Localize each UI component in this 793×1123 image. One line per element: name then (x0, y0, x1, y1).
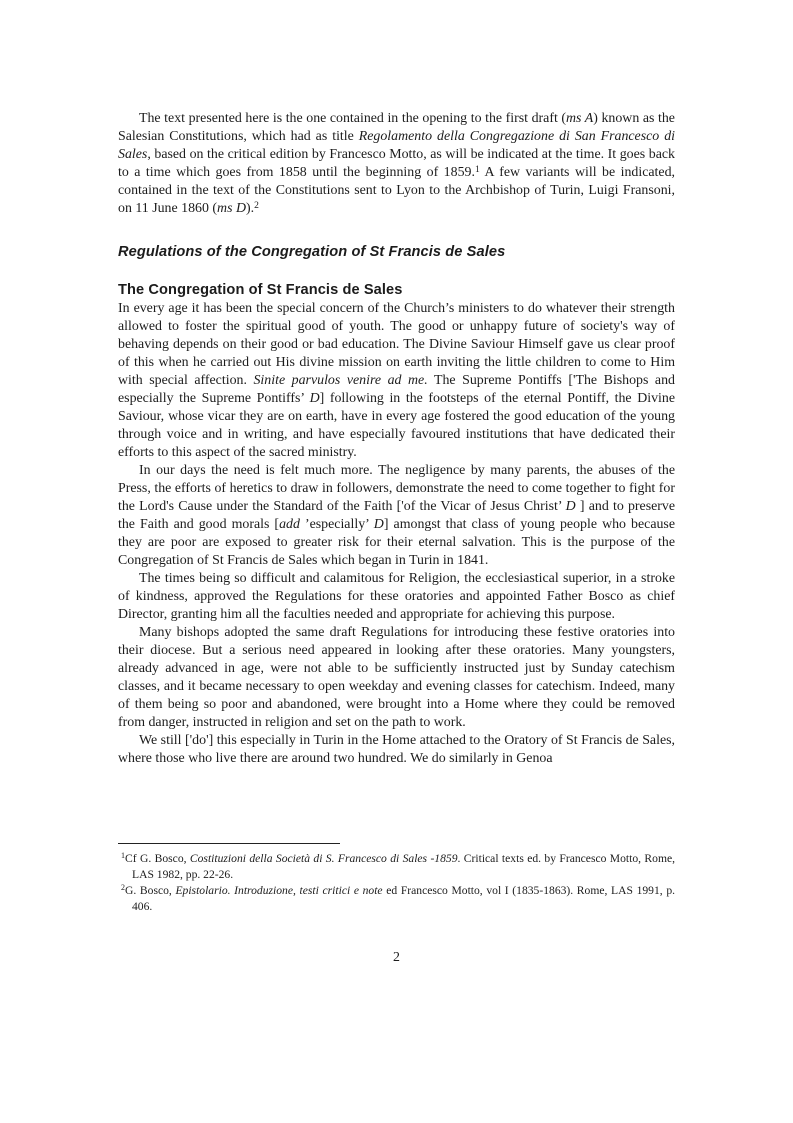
text-segment: ’especially’ (299, 517, 374, 532)
italic-text: add (279, 517, 300, 532)
text-segment: The text presented here is the one contained in the opening to the first draft ( (139, 111, 567, 126)
footnote-ref: 2 (254, 199, 259, 211)
body-paragraph-many-bishops (118, 624, 675, 732)
body-paragraph-congregation (118, 300, 675, 462)
text-segment: Cf G. Bosco, (125, 852, 190, 865)
text-segment: ). (245, 201, 255, 216)
italic-text: Epistolario. Introduzione, testi critici e note (175, 883, 383, 897)
footnote-1-text (125, 852, 675, 881)
text-segment: We still ['do'] this especially in Turin in the Home attached to the Oratory of St Francis de Sales, where those who live there are around two hundred. We do similarly in Genoa (118, 733, 675, 766)
text-segment: ) known as the Salesian Constitutions, which had as title (118, 111, 675, 144)
footnote-rule (118, 843, 340, 844)
text-block (118, 110, 675, 768)
text-segment: ed Francesco Motto, vol I (1835-1863). Rome, LAS 1991, p. 406. (132, 883, 676, 913)
footnote-2-marker: 2 (121, 883, 125, 893)
text-segment: The Supreme Pontiffs ['The Bishops and especially the Supreme Pontiffs’ (118, 373, 675, 406)
text-segment: ] following in the footsteps of the eternal Pontiff, the Divine Saviour, whose vicar they are on earth, have in every age fostered the good education of the young through voice and in writing, and have especially favoured institutions that have dedicated their efforts to this aspect of the sacred ministry. (118, 391, 675, 460)
footnote-1-marker: 1 (121, 851, 125, 861)
text-segment: G. Bosco, (125, 883, 176, 897)
footnote-2 (118, 883, 675, 915)
italic-text: Sinite parvulos venire ad me. (253, 373, 428, 388)
intro-paragraph (118, 110, 675, 218)
italic-text: D (309, 391, 320, 406)
text-segment: In every age it has been the special concern of the Church’s ministers to do whatever their strength allowed to foster the spiritual good of youth. The good or unhappy future of society's way of behaving depends on their good or bad education. The Divine Saviour Himself gave us clear proof of this when he carried out His divine mission on earth inviting the little children to come to Him with special affection. (118, 301, 675, 388)
italic-text: Costituzioni della Società di S. Francesco di Sales -1859 (189, 852, 458, 865)
italic-text: D (565, 499, 576, 514)
text-segment: Many bishops adopted the same draft Regulations for introducing these festive oratories into their diocese. But a serious need appeared in looking after these oratories. Many youngsters, already advanced in age, were not able to be sufficiently instructed just by Sunday catechism classes, and it became necessary to open weekday and evening classes for catechism. Indeed, many of them being so poor and abandoned, were brought into a Home where they could be removed from danger, instructed in religion and set on the path to work. (118, 625, 675, 730)
italic-text: ms D (217, 201, 246, 216)
body-paragraph-in-our-days (118, 462, 675, 570)
italic-text: D (373, 517, 384, 532)
italic-text: ms A (566, 111, 594, 126)
text-segment: A few variants will be indicated, contained in the text of the Constitutions sent to Lyon to the Archbishop of Turin, Luigi Fransoni, on 11 June 1860 ( (118, 165, 675, 216)
italic-text: Regolamento della Congregazione di San Francesco di Sales (118, 129, 675, 162)
body-paragraph-we-still (118, 732, 675, 768)
page-number: 2 (393, 950, 400, 965)
text-segment: ] amongst that class of young people who because they are poor are exposed to greater risk for their eternal salvation. This is the purpose of the Congregation of St Francis de Sales which began in Turin in 1841. (118, 517, 676, 568)
text-segment: , based on the critical edition by Francesco Motto, as will be indicated at the time. It goes back to a time which goes from 1858 until the beginning of 1859. (118, 147, 675, 180)
text-segment: ] and to preserve the Faith and good morals [ (118, 499, 675, 532)
footnote-1 (118, 851, 675, 883)
text-segment: The times being so difficult and calamitous for Religion, the ecclesiastical superior, in a stroke of kindness, approved the Regulations for these oratories and appointed Father Bosco as chief Director, granting him all the faculties needed and appropriate for achieving this purpose. (118, 571, 675, 622)
footnote-ref: 1 (474, 163, 480, 175)
body-paragraph-the-times (118, 570, 675, 624)
text-segment: . Critical texts ed. by Francesco Motto, Rome, LAS 1982, pp. 22-26. (132, 852, 676, 881)
footnotes-section (118, 843, 675, 915)
footnote-2-text (125, 884, 675, 913)
subsection-heading: The Congregation of St Francis de Sales (118, 282, 403, 298)
text-segment: In our days the need is felt much more. The negligence by many parents, the abuses of the Press, the efforts of heretics to draw in followers, demonstrate the need to come together to fight for the Lord's Cause under the Standard of the Faith ['of the Vicar of Jesus Christ’ (118, 463, 675, 514)
section-heading: Regulations of the Congregation of St Francis de Sales (118, 244, 506, 260)
